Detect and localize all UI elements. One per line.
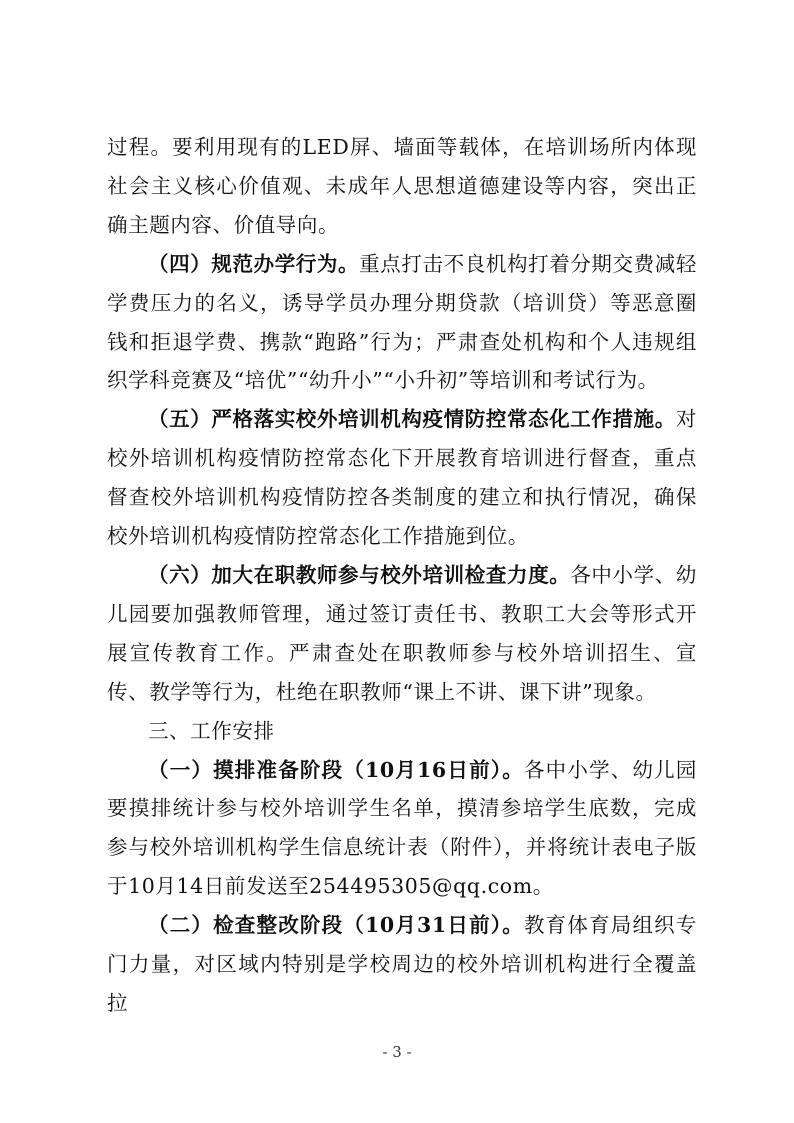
paragraph-lead: （一）摸排准备阶段（10月16日前）。 — [148, 757, 524, 782]
paragraph-text: 各中小学、幼儿园要加强教师管理，通过签订责任书、教职工大会等形式开展宣传教育工作。严肃查处在职教师参与校外培训招生、宣传、教学等行为，杜绝在职教师“课上不讲、课下讲”现象。 — [107, 562, 697, 704]
paragraph-lead: （五）严格落实校外培训机构疫情防控常态化工作措施。 — [148, 407, 676, 432]
paragraph-lead: （四）规范办学行为。 — [148, 251, 360, 276]
paragraph-text: 过程。要利用现有的LED屏、墙面等载体，在培训场所内体现社会主义核心价值观、未成年人思想道德建设等内容，突出正确主题内容、价值导向。 — [107, 135, 697, 237]
paragraph-text: 重点打击不良机构打着分期交费减轻学费压力的名义，诱导学员办理分期贷款（培训贷）等恶意圈钱和拒退学费、携款“跑路”行为；严肃查处机构和个人违规组织学科竞赛及“培优”“幼升小”“小升初”等培训和考试行为。 — [107, 251, 697, 393]
paragraph-item-4 — [107, 245, 697, 401]
paragraph-phase-1 — [107, 751, 697, 907]
paragraph-lead: （六）加大在职教师参与校外培训检查力度。 — [148, 562, 571, 587]
page-number: - 3 - — [382, 1043, 412, 1061]
paragraph-intro-continuation — [107, 128, 697, 245]
paragraph-lead: （二）检查整改阶段（10月31日前）。 — [148, 913, 524, 938]
section-heading-text: 三、工作安排 — [148, 718, 275, 743]
document-body — [107, 128, 697, 1023]
paragraph-phase-2 — [107, 906, 697, 1023]
paragraph-text: 各中小学、幼儿园要摸排统计参与校外培训学生名单，摸清参培学生底数，完成参与校外培训机构学生信息统计表（附件），并将统计表电子版于10月14日前发送至254495305@qq.com。 — [107, 757, 697, 899]
paragraph-text: 对校外培训机构疫情防控常态化下开展教育培训进行督查，重点督查校外培训机构疫情防控各类制度的建立和执行情况，确保校外培训机构疫情防控常态化工作措施到位。 — [107, 407, 697, 549]
paragraph-text: 教育体育局组织专门力量，对区域内特别是学校周边的校外培训机构进行全覆盖拉 — [107, 913, 697, 1015]
paragraph-item-5 — [107, 400, 697, 556]
section-heading-work-arrangement — [107, 712, 697, 751]
paragraph-item-6 — [107, 556, 697, 712]
